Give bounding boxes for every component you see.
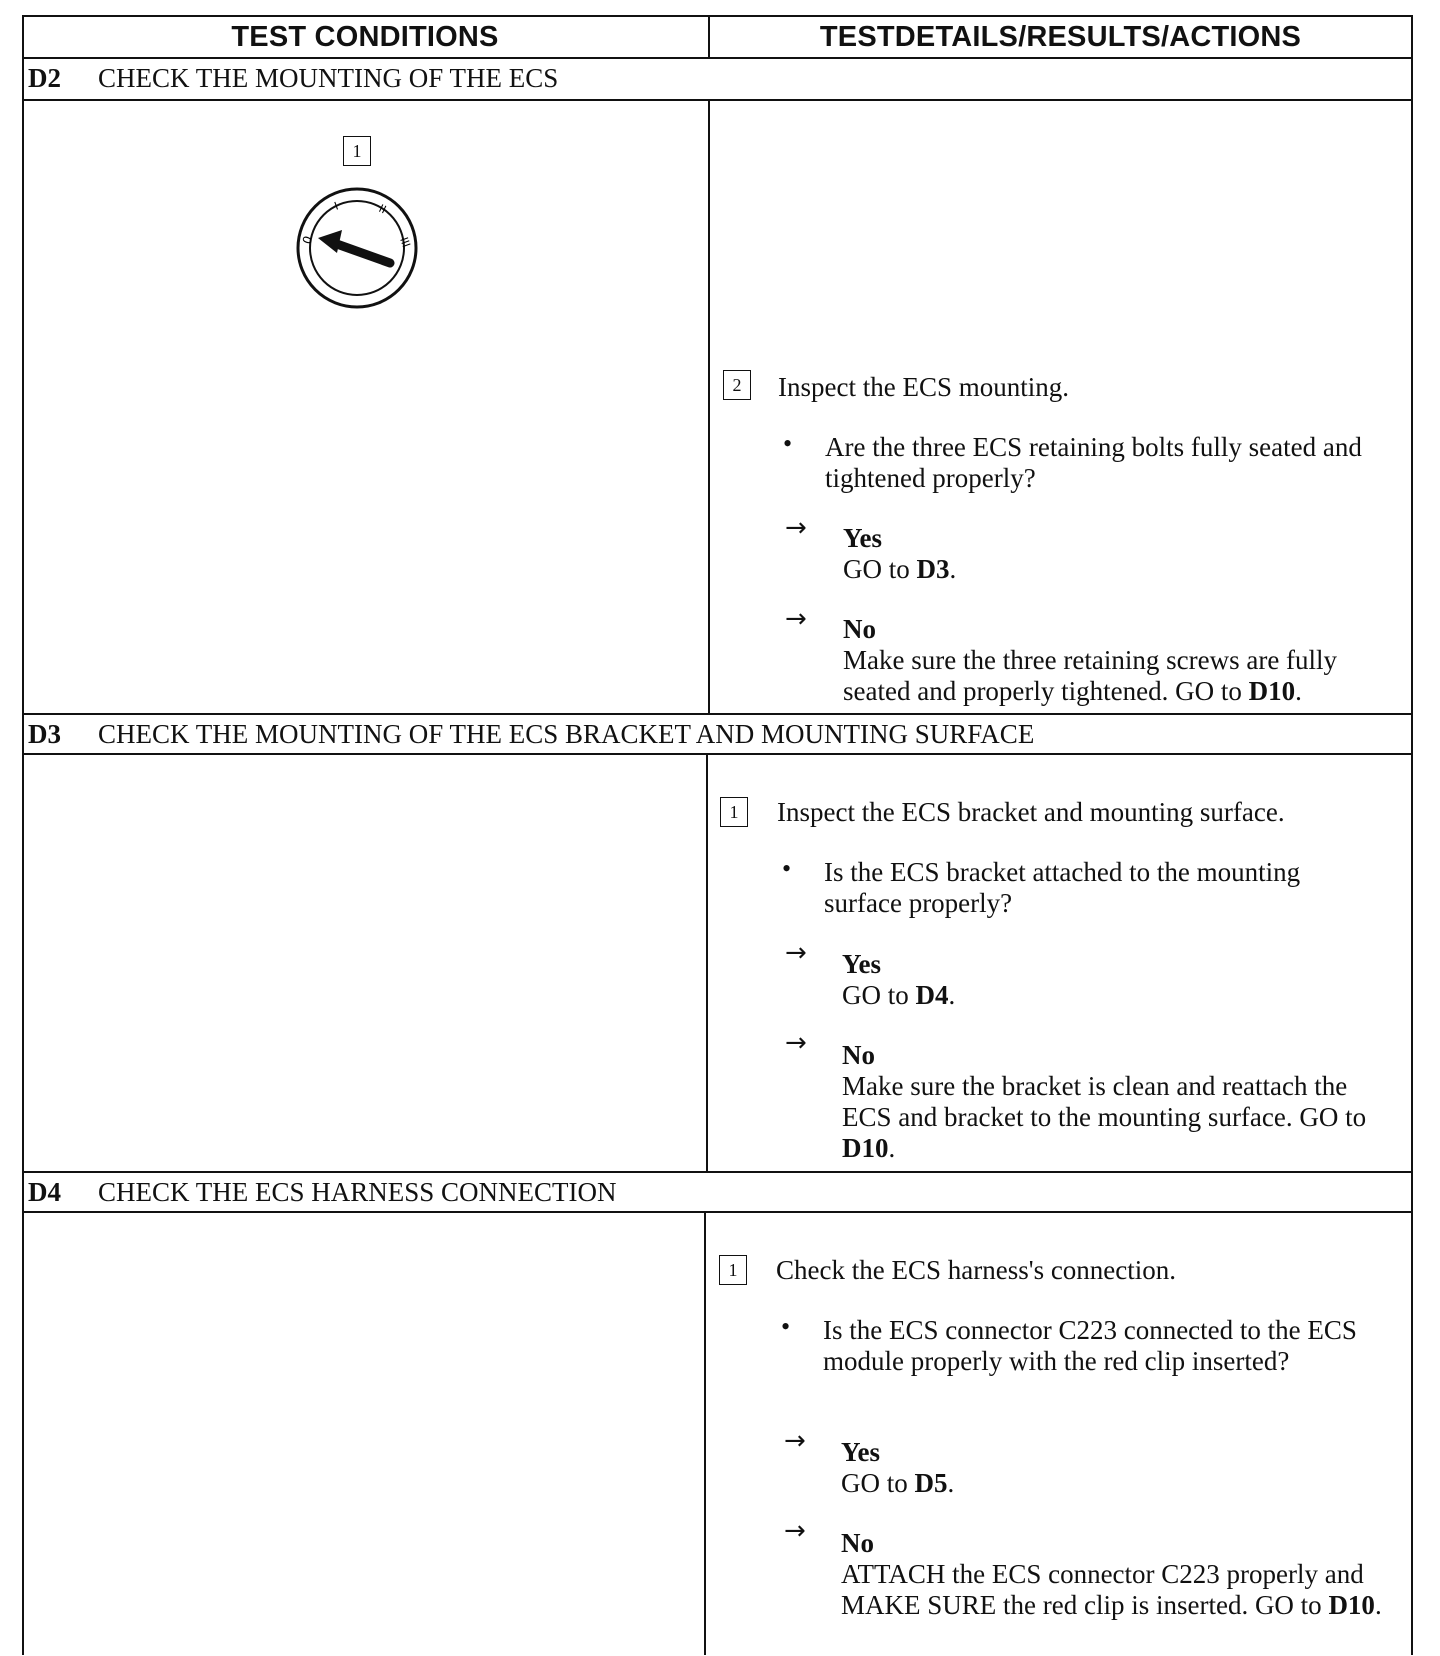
punctuation: . [1374,1590,1382,1620]
header-test-details: TESTDETAILS/RESULTS/ACTIONS [819,20,1302,53]
rule-left [22,15,24,1655]
question-text: Are the three ECS retaining bolts fully seated and tightened properly? [825,432,1362,493]
section-code: D4 [28,1176,61,1207]
punctuation: . [949,554,957,584]
rule-col-d2 [708,99,710,713]
yes-answer [843,523,1403,585]
rule-col-d3 [706,753,708,1171]
section-title: CHECK THE MOUNTING OF THE ECS [98,62,559,93]
no-label: No [841,1528,874,1558]
yes-answer [842,949,1402,1011]
step-text: Inspect the ECS bracket and mounting surface. [777,797,1285,827]
arrow-right-icon: → [785,938,807,968]
section-code: D2 [28,62,61,93]
rule-d4-title-bottom [22,1211,1413,1213]
yes-label: Yes [841,1437,880,1467]
question-text: Is the ECS bracket attached to the mounting surface properly? [824,857,1301,918]
step-number-box: 1 [720,797,748,827]
goto-target: D10 [1328,1590,1375,1620]
step-text: Check the ECS harness's connection. [776,1255,1177,1285]
yes-answer [841,1437,1401,1499]
svg-text:II: II [376,201,389,217]
yes-action: GO to [842,980,916,1010]
no-answer [842,1040,1402,1164]
punctuation: . [947,1468,955,1498]
yes-action: GO to [843,554,917,584]
arrow-right-icon: → [784,1426,806,1456]
arrow-right-icon: → [785,1028,807,1058]
punctuation: . [1295,676,1302,706]
figure-number-box: 1 [343,136,371,166]
goto-target: D4 [915,980,949,1010]
question-text: Is the ECS connector C223 connected to the ECS module properly with the red clip inserted? [823,1315,1357,1376]
arrow-right-icon: → [784,1516,806,1546]
section-d4-title-row [28,1173,617,1211]
step-number-box: 2 [723,370,751,400]
yes-label: Yes [843,523,882,553]
yes-label: Yes [842,949,881,979]
svg-text:0: 0 [299,234,316,247]
goto-target: D10 [1248,676,1296,706]
section-title: CHECK THE MOUNTING OF THE ECS BRACKET AND MOUNTING SURFACE [98,718,1035,749]
diagnostic-table [22,15,1413,1655]
no-action: ATTACH the ECS connector C223 properly and MAKE SURE the red clip is inserted. GO to [841,1559,1364,1620]
no-label: No [842,1040,875,1070]
no-answer [843,614,1403,707]
header-test-conditions: TEST CONDITIONS [231,20,499,53]
bullet: • [782,854,792,883]
goto-target: D10 [842,1133,889,1163]
punctuation: . [888,1133,896,1163]
svg-text:III: III [397,235,413,250]
rule-d2-title-bottom [22,99,1413,101]
section-code: D3 [28,718,61,749]
arrow-right-icon: → [785,604,807,634]
svg-text:I: I [332,199,341,213]
rule-right [1411,15,1413,1655]
rule-d3-title-bottom [22,753,1413,755]
no-answer [841,1528,1401,1621]
bullet: • [783,429,793,458]
section-title: CHECK THE ECS HARNESS CONNECTION [98,1176,617,1207]
punctuation: . [948,980,956,1010]
no-action: Make sure the bracket is clean and reattach the ECS and bracket to the mounting surface. GO to [842,1071,1367,1132]
ignition-switch-off-icon [292,183,422,313]
yes-action: GO to [841,1468,915,1498]
arrow-right-icon: → [785,513,807,543]
section-d2-title-row [28,59,558,97]
goto-target: D3 [916,554,950,584]
step-text: Inspect the ECS mounting. [778,372,1069,402]
bullet: • [781,1312,791,1341]
goto-target: D5 [914,1468,948,1498]
no-action: Make sure the three retaining screws are fully seated and properly tightened. GO to [843,645,1338,706]
rule-col-d4 [704,1211,706,1655]
section-d3-title-row [28,715,1034,753]
no-label: No [843,614,876,644]
step-number-box: 1 [719,1255,747,1285]
